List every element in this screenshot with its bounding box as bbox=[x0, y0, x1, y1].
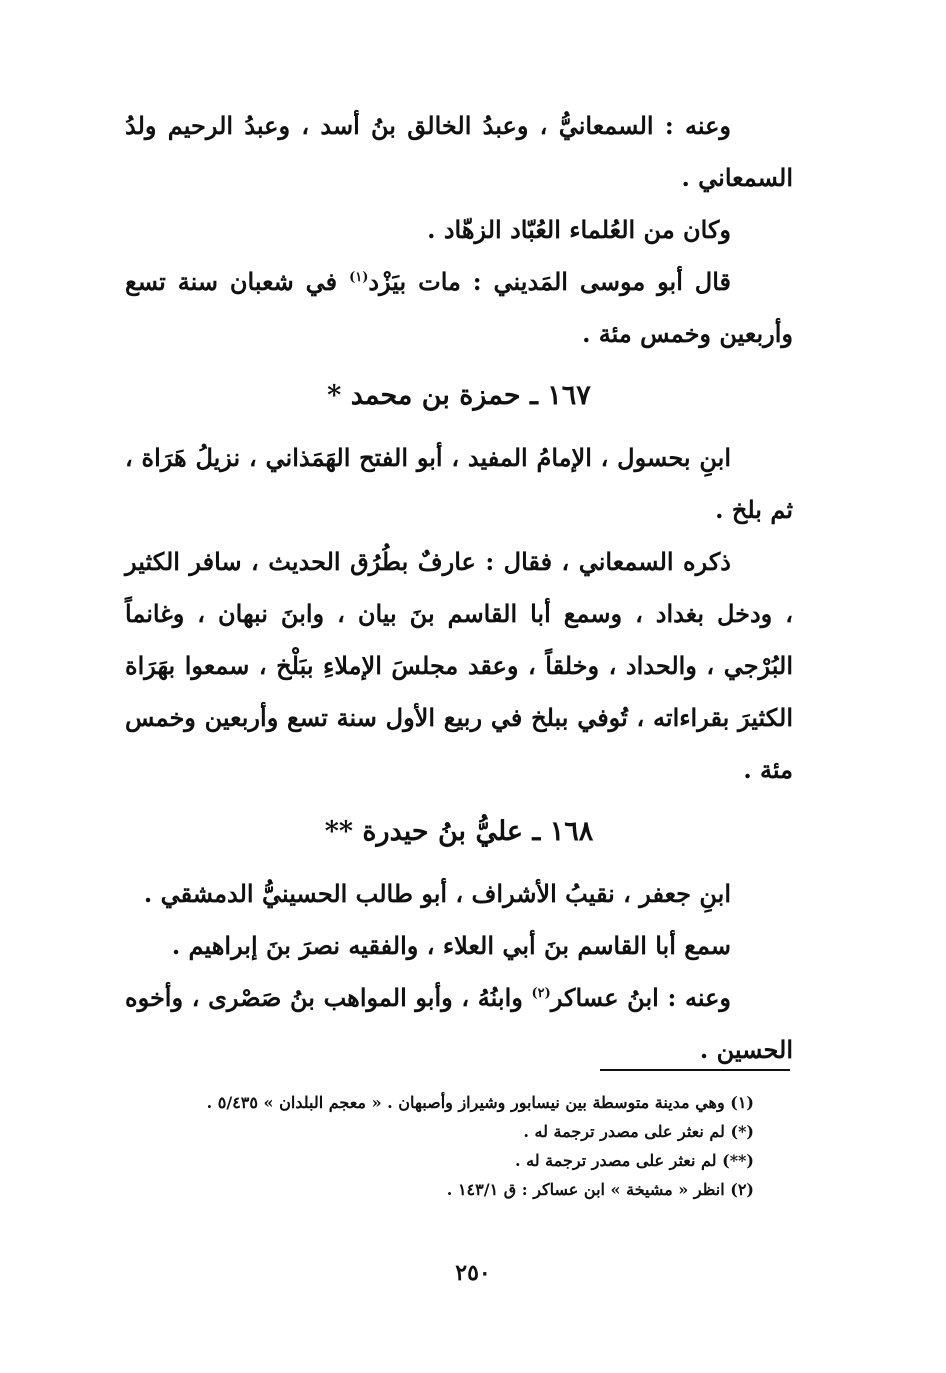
paragraph-death-start: قال أبو موسى المَديني : مات بيَزْد bbox=[368, 267, 731, 296]
entry-167-lineage: ابنِ بحسول ، الإمامُ المفيد ، أبو الفتح الهَمَذاني ، نزيلُ هَرَاة ، ثم بلخ . bbox=[125, 443, 793, 524]
entry-168-lineage: ابنِ جعفر ، نقيبُ الأشراف ، أبو طالب الحسينيُّ الدمشقي . bbox=[143, 879, 731, 908]
footnote-double-star: (**) لم نعثر على مصدر ترجمة له . bbox=[515, 1151, 754, 1170]
footnote-ref-2: (٢) bbox=[531, 986, 551, 1001]
entry-168-students bbox=[125, 972, 793, 1076]
paragraph-death bbox=[125, 256, 793, 360]
page-number: ٢٥٠ bbox=[455, 1260, 491, 1286]
footnote-2: (٢) انظر « مشيخة » ابن عساكر : ق ١٤٣/١ . bbox=[446, 1180, 754, 1199]
entry-167-heading: ١٦٧ ـ حمزة بن محمد * bbox=[327, 380, 591, 411]
entry-168-teachers: سمع أبا القاسم بنَ أبي العلاء ، والفقيه نصرَ بنَ إبراهيم . bbox=[171, 931, 731, 960]
footnote-1: (١) وهي مدينة متوسطة بين نيسابور وشيراز وأصبهان . « معجم البلدان » ٥/٤٣٥ . bbox=[206, 1093, 754, 1112]
footnote-star: (*) لم نعثر على مصدر ترجمة له . bbox=[523, 1122, 754, 1141]
entry-168-students-end: وابنُهُ ، وأبو المواهب بنُ صَصْرى ، وأخوه الحسين . bbox=[125, 983, 793, 1064]
footnote-divider bbox=[600, 1069, 790, 1071]
entry-167-biography: ذكره السمعاني ، فقال : عارفٌ بطُرُق الحديث ، سافر الكثير ، ودخل بغداد ، وسمع أبا القاسم بنَ بيان ، وابنَ نبهان ، وغانماً البُرْجي ، والحداد ، وخلقاً ، وعقد مجلسَ الإملاءِ ببَلْخ ، سمعوا بهَرَاة الكثيرَ بقراءاته ، تُوفي ببلخ في ربيع الأول سنة تسع وأربعين وخمس مئة . bbox=[125, 547, 793, 784]
paragraph-death-end: في شعبان سنة تسع وأربعين وخمس مئة . bbox=[125, 267, 793, 348]
main-text bbox=[125, 100, 793, 1076]
paragraph-students: وعنه : السمعانيُّ ، وعبدُ الخالق بنُ أسد ، وعبدُ الرحيم ولدُ السمعاني . bbox=[125, 111, 793, 192]
footnote-ref-1: (١) bbox=[349, 270, 369, 285]
footnotes bbox=[160, 1088, 754, 1204]
paragraph-description: وكان من العُلماء العُبّاد الزهّاد . bbox=[427, 215, 731, 244]
entry-168-heading: ١٦٨ ـ عليُّ بنُ حيدرة ** bbox=[324, 816, 594, 847]
entry-168-students-start: وعنه : ابنُ عساكر bbox=[550, 983, 731, 1012]
